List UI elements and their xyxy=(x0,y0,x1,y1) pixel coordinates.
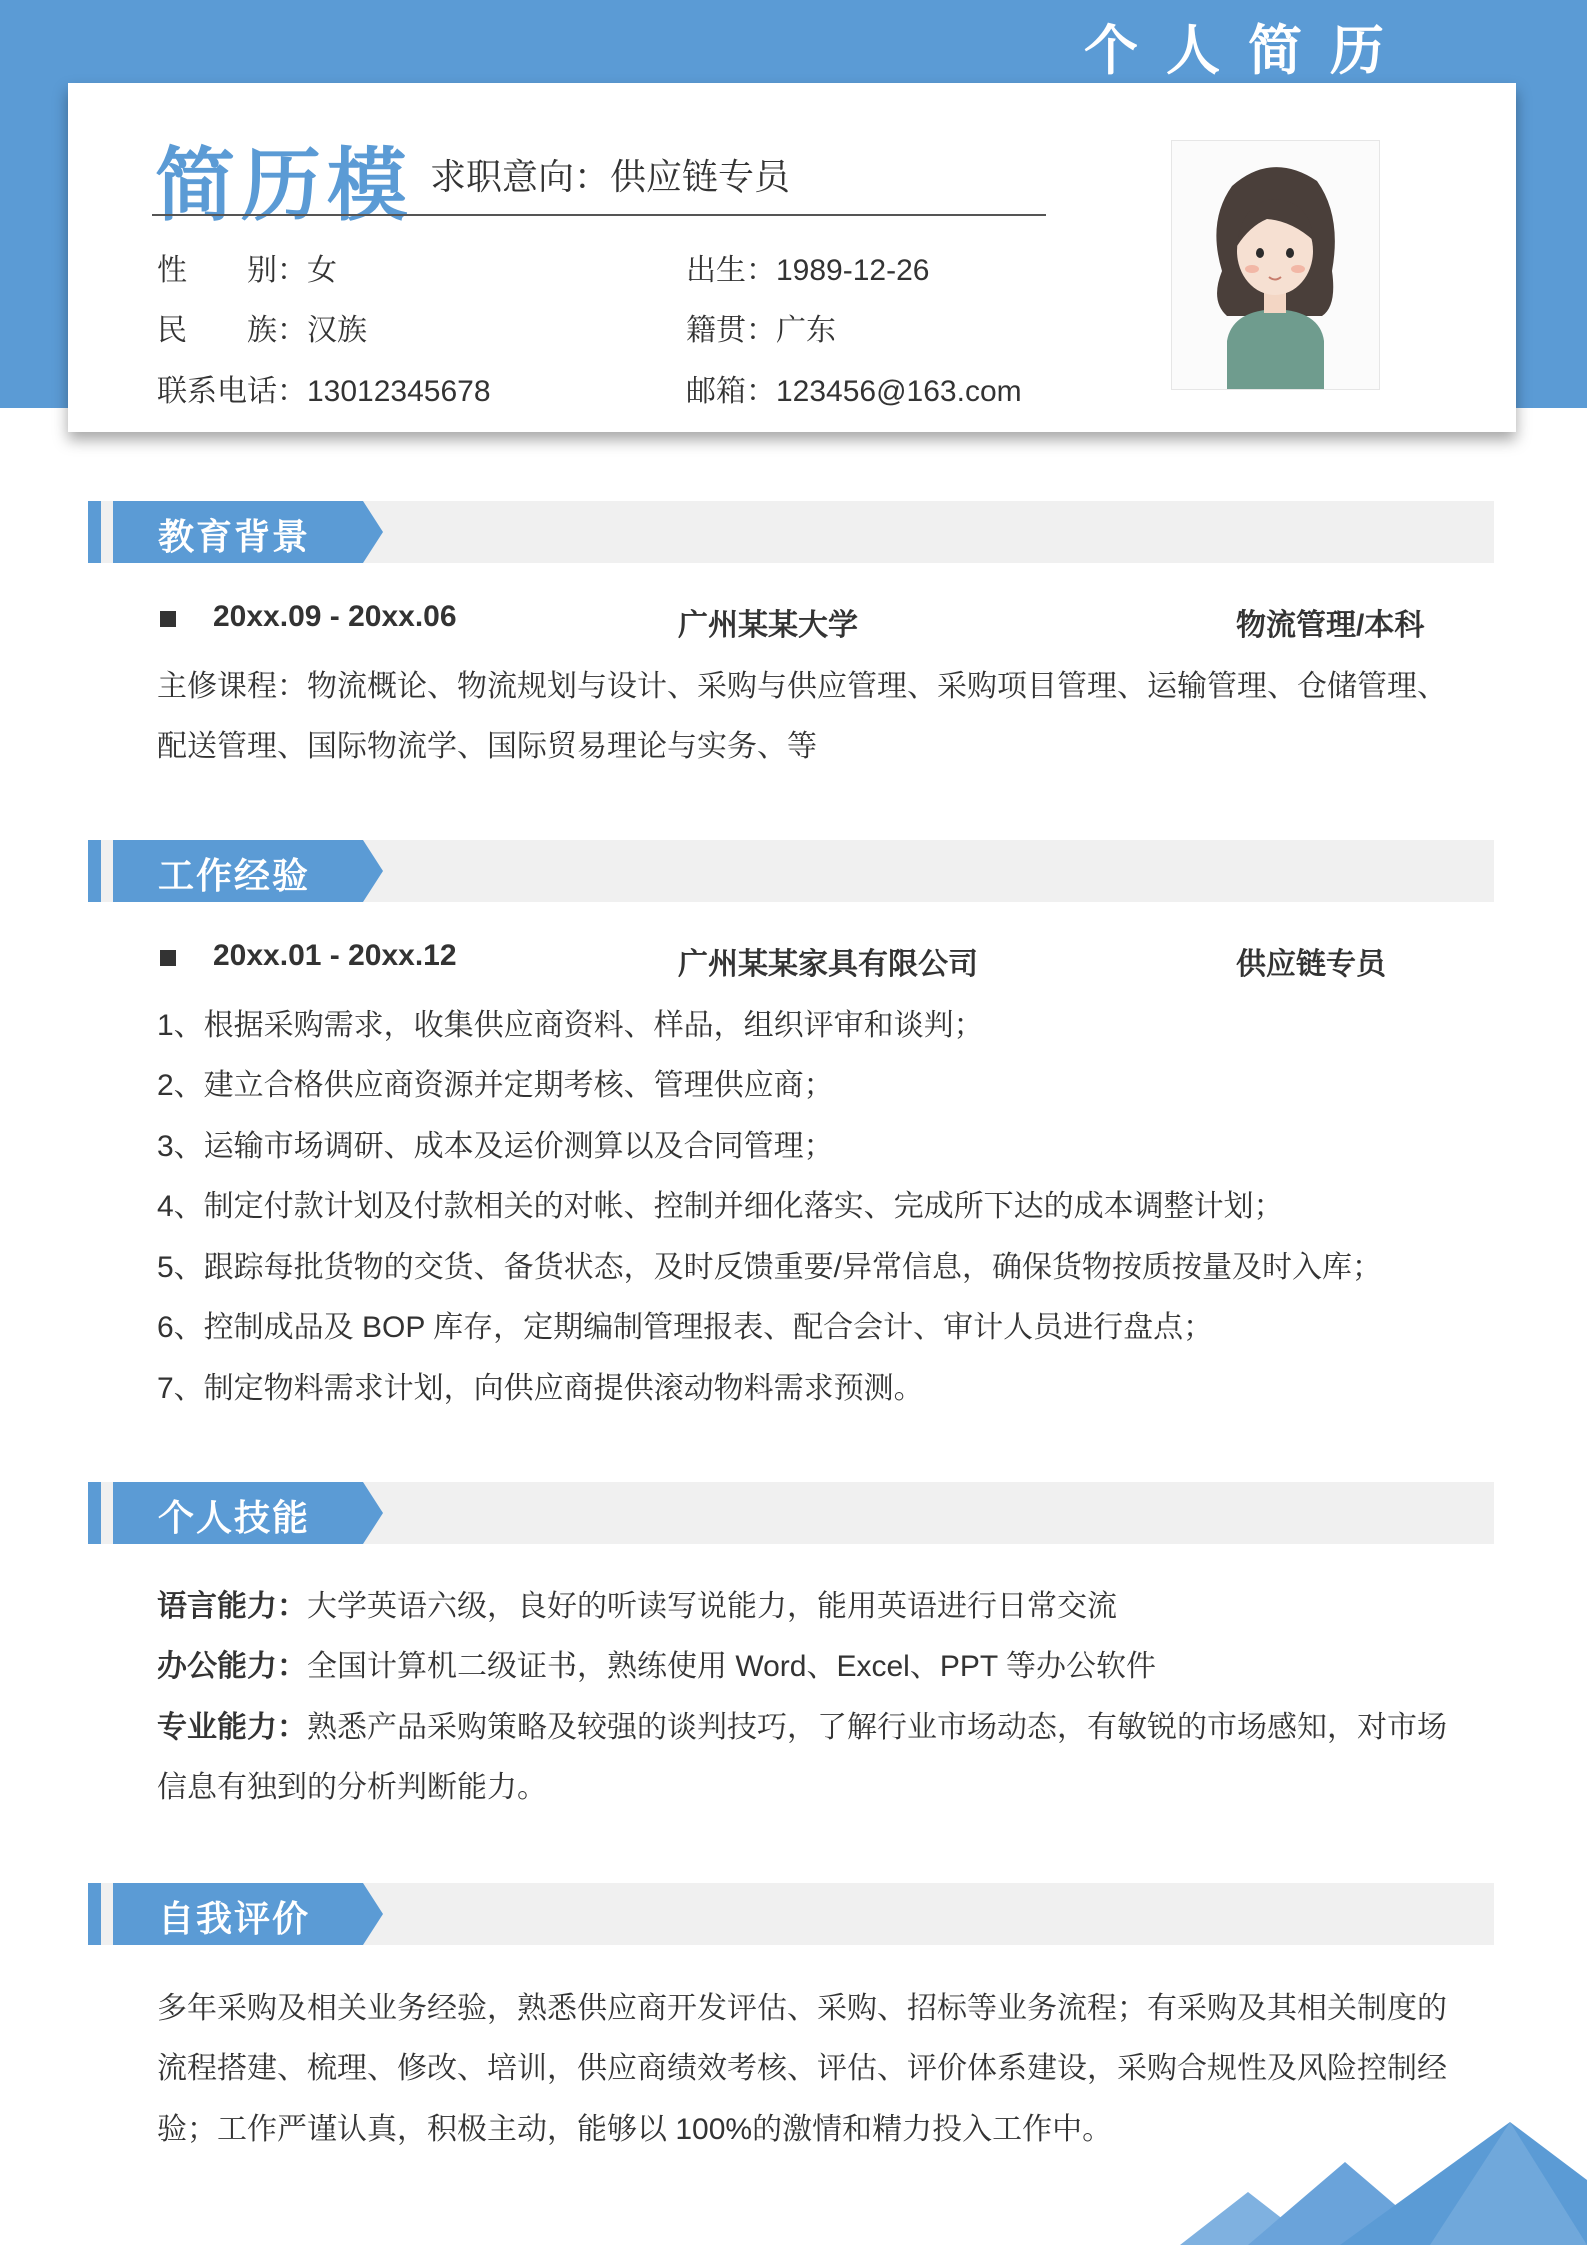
work-period: 20xx.01 - 20xx.12 xyxy=(213,939,457,972)
photo-frame xyxy=(1171,140,1380,390)
section-education xyxy=(88,501,1494,563)
self-evaluation-line: 多年采购及相关业务经验，熟悉供应商开发评估、采购、招标等业务流程；有采购及其相关制度的 xyxy=(157,1992,1447,2025)
skill-office xyxy=(157,1641,1156,1685)
section-marker xyxy=(88,1883,101,1945)
work-duty: 6、控制成品及 BOP 库存，定期编制管理报表、配合会计、审计人员进行盘点； xyxy=(157,1311,1214,1344)
work-duty: 3、运输市场调研、成本及运价测算以及合同管理； xyxy=(157,1130,834,1163)
education-degree: 物流管理/本科 xyxy=(1236,609,1425,642)
section-title-skills: 个人技能 xyxy=(158,1497,311,1538)
skill-language xyxy=(157,1581,1117,1625)
section-work xyxy=(88,840,1494,902)
phone-value: 13012345678 xyxy=(307,375,491,408)
job-intent xyxy=(430,149,790,200)
job-intent-value: 供应链专员 xyxy=(610,156,791,197)
section-self-evaluation xyxy=(88,1883,1494,1945)
skill-professional-cont: 信息有独到的分析判断能力。 xyxy=(157,1771,547,1804)
info-ethnicity xyxy=(157,305,367,349)
email-label: 邮箱： xyxy=(686,375,776,408)
self-evaluation-line: 流程搭建、梳理、修改、培训，供应商绩效考核、评估、评价体系建设，采购合规性及风险控制经 xyxy=(157,2052,1447,2085)
skill-professional-text: 熟悉产品采购策略及较强的谈判技巧，了解行业市场动态，有敏锐的市场感知，对市场 xyxy=(307,1711,1447,1744)
education-courses-line-1: 主修课程：物流概论、物流规划与设计、采购与供应管理、采购项目管理、运输管理、仓储管理、 xyxy=(157,670,1447,703)
ethnicity-value: 汉族 xyxy=(307,314,367,347)
work-duty: 7、制定物料需求计划，向供应商提供滚动物料需求预测。 xyxy=(157,1372,924,1405)
work-company: 广州某某家具有限公司 xyxy=(678,948,978,981)
section-marker xyxy=(88,1482,101,1544)
email-value: 123456@163.com xyxy=(776,375,1022,408)
education-school: 广州某某大学 xyxy=(678,609,858,642)
header-card xyxy=(68,83,1516,432)
origin-value: 广东 xyxy=(776,314,836,347)
work-duty: 1、根据采购需求，收集供应商资料、样品，组织评审和谈判； xyxy=(157,1009,984,1042)
ethnicity-label: 民 族： xyxy=(157,314,307,347)
section-title-self-evaluation: 自我评价 xyxy=(158,1898,311,1939)
section-marker xyxy=(88,840,101,902)
page-title: 个人简历 xyxy=(1084,21,1412,81)
info-birth xyxy=(686,245,929,289)
candidate-name: 简历模 xyxy=(155,141,413,230)
info-phone xyxy=(157,366,491,410)
job-intent-label: 求职意向： xyxy=(430,156,611,197)
education-period: 20xx.09 - 20xx.06 xyxy=(213,600,457,633)
info-email xyxy=(686,366,1022,410)
skill-language-text: 大学英语六级，良好的听读写说能力，能用英语进行日常交流 xyxy=(307,1590,1117,1623)
skill-office-label: 办公能力： xyxy=(157,1650,307,1683)
origin-label: 籍贯： xyxy=(686,314,776,347)
section-title-work: 工作经验 xyxy=(158,855,311,896)
phone-label: 联系电话： xyxy=(157,375,307,408)
skill-professional xyxy=(157,1702,1447,1746)
section-title-education: 教育背景 xyxy=(158,516,311,557)
avatar-illustration-icon xyxy=(1172,141,1379,389)
education-courses-line-2: 配送管理、国际物流学、国际贸易理论与实务、等 xyxy=(157,730,817,763)
header-divider xyxy=(152,214,1046,216)
section-marker xyxy=(88,501,101,563)
work-role: 供应链专员 xyxy=(1236,948,1386,981)
birth-value: 1989-12-26 xyxy=(776,254,930,287)
work-duty: 4、制定付款计划及付款相关的对帐、控制并细化落实、完成所下达的成本调整计划； xyxy=(157,1190,1284,1223)
skill-language-label: 语言能力： xyxy=(157,1590,307,1623)
birth-label: 出生： xyxy=(686,254,776,287)
skill-professional-label: 专业能力： xyxy=(157,1711,307,1744)
mountain-decoration-icon xyxy=(1180,2110,1587,2245)
info-origin xyxy=(686,305,836,349)
gender-label: 性 别： xyxy=(157,254,307,287)
skill-office-text: 全国计算机二级证书，熟练使用 Word、Excel、PPT 等办公软件 xyxy=(307,1650,1156,1683)
gender-value: 女 xyxy=(307,254,337,287)
work-duty: 5、跟踪每批货物的交货、备货状态，及时反馈重要/异常信息，确保货物按质按量及时入库； xyxy=(157,1251,1383,1284)
self-evaluation-line: 验；工作严谨认真，积极主动，能够以 100%的激情和精力投入工作中。 xyxy=(157,2113,1113,2146)
work-duty: 2、建立合格供应商资源并定期考核、管理供应商； xyxy=(157,1069,834,1102)
section-skills xyxy=(88,1482,1494,1544)
info-gender xyxy=(157,245,337,289)
square-bullet-icon xyxy=(160,950,176,966)
square-bullet-icon xyxy=(160,611,176,627)
